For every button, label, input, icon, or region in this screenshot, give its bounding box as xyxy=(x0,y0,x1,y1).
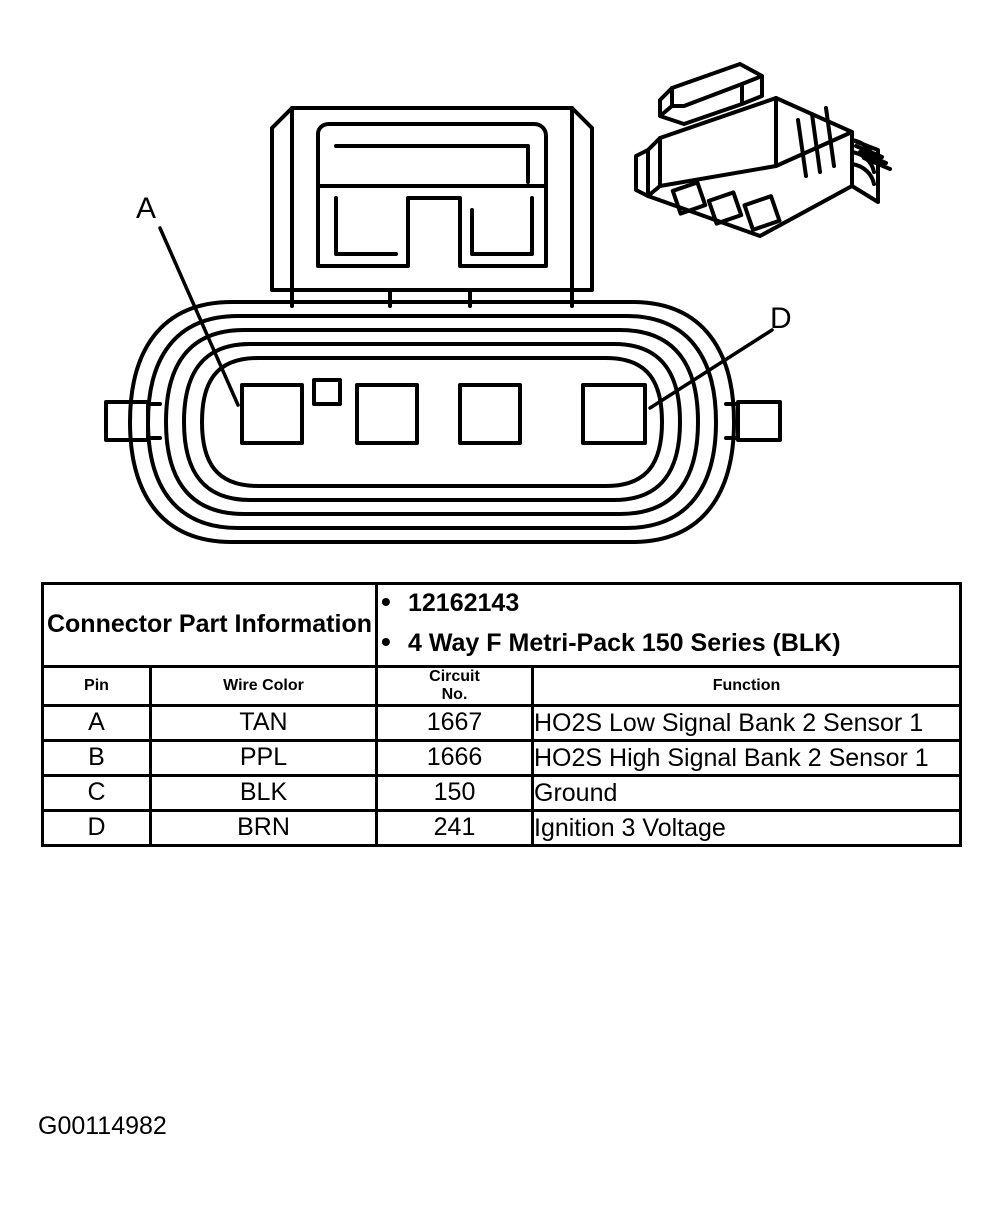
connector-part-information-label: Connector Part Information xyxy=(43,584,377,667)
column-header-function: Function xyxy=(533,666,961,705)
cavity-b xyxy=(357,385,417,443)
cell-circuit-no: 1667 xyxy=(377,705,533,740)
connector-latch xyxy=(272,108,592,306)
connector-part-information-row xyxy=(43,584,961,667)
callout-label-d: D xyxy=(770,302,792,335)
cell-pin: C xyxy=(43,775,151,810)
column-header-pin: Pin xyxy=(43,666,151,705)
cell-wire-color: BRN xyxy=(151,810,377,845)
cell-pin: D xyxy=(43,810,151,845)
cell-pin: A xyxy=(43,705,151,740)
column-header-circuit-line2: No. xyxy=(441,685,468,703)
cell-wire-color: BLK xyxy=(151,775,377,810)
connector-table-wrapper xyxy=(41,582,959,847)
table-row xyxy=(43,740,961,775)
column-header-wire-color: Wire Color xyxy=(151,666,377,705)
column-header-circuit-no xyxy=(377,666,533,705)
cell-function: Ground xyxy=(533,775,961,810)
part-description-bullet: • 4 Way F Metri-Pack 150 Series (BLK) xyxy=(408,627,959,659)
cavity-c xyxy=(460,385,520,443)
callout-label-a: A xyxy=(136,192,157,225)
table-row xyxy=(43,810,961,845)
cavity-a xyxy=(242,385,302,443)
connector-part-information-value xyxy=(377,584,961,667)
cell-function: Ignition 3 Voltage xyxy=(533,810,961,845)
cell-wire-color: PPL xyxy=(151,740,377,775)
connector-drawing xyxy=(0,0,1000,575)
cell-function: HO2S High Signal Bank 2 Sensor 1 xyxy=(533,740,961,775)
cell-pin: B xyxy=(43,740,151,775)
cell-wire-color: TAN xyxy=(151,705,377,740)
cell-function: HO2S Low Signal Bank 2 Sensor 1 xyxy=(533,705,961,740)
figure-id-label: G00114982 xyxy=(38,1112,167,1140)
cell-circuit-no: 150 xyxy=(377,775,533,810)
table-row xyxy=(43,705,961,740)
table-header-row xyxy=(43,666,961,705)
cell-circuit-no: 1666 xyxy=(377,740,533,775)
cavity-d xyxy=(583,385,645,443)
connector-pinout-table xyxy=(41,582,962,847)
cell-circuit-no: 241 xyxy=(377,810,533,845)
connector-illustration xyxy=(0,0,1000,575)
part-number-bullet: • 12162143 xyxy=(408,587,959,621)
column-header-circuit-line1: Circuit xyxy=(429,667,480,685)
table-row xyxy=(43,775,961,810)
mating-connector-inset xyxy=(636,64,890,236)
